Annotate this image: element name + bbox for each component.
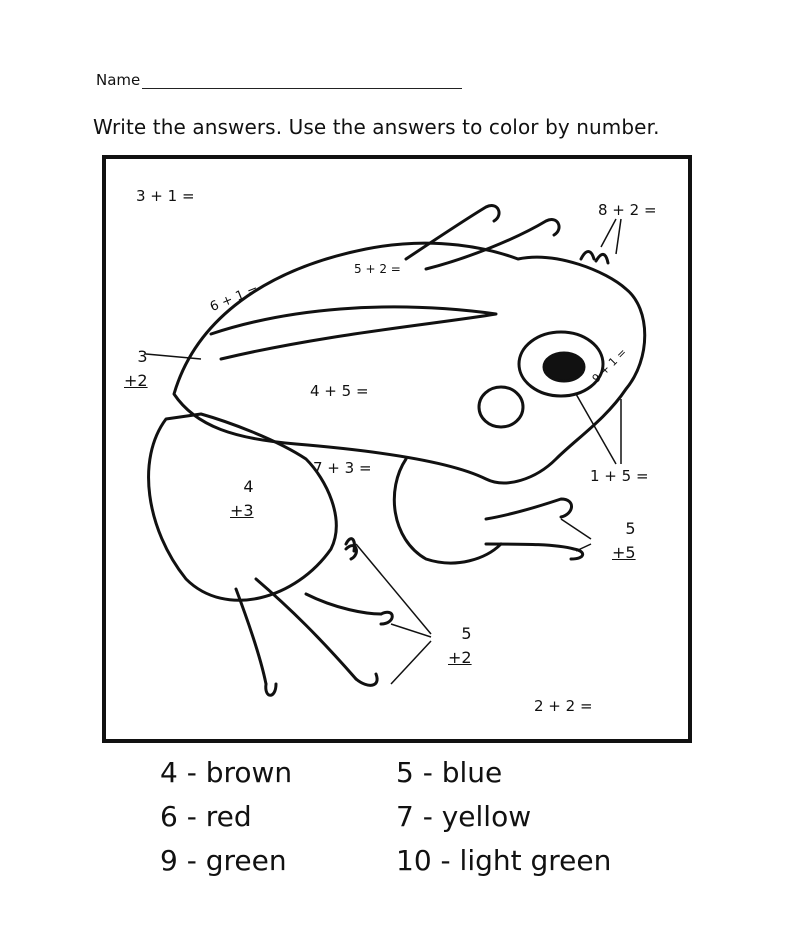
arrow-5-5-b bbox=[576, 544, 591, 551]
problem-3-plus-1: 3 + 1 = bbox=[136, 187, 195, 205]
frog-pupil bbox=[544, 353, 584, 381]
legend-item-10-light-green: 10 - light green bbox=[396, 844, 612, 877]
frog-upper-toes bbox=[581, 252, 608, 264]
arrow-5-5-a bbox=[561, 519, 591, 539]
problem-1-plus-5: 1 + 5 = bbox=[590, 467, 649, 485]
addend-bottom: +2 bbox=[124, 371, 148, 390]
frog-tympanum bbox=[479, 387, 523, 427]
legend-item-5-blue: 5 - blue bbox=[396, 756, 503, 789]
addend-top: 3 bbox=[137, 347, 148, 366]
legend-item-7-yellow: 7 - yellow bbox=[396, 800, 532, 833]
problem-7-plus-3: 7 + 3 = bbox=[313, 459, 372, 477]
addend-top: 5 bbox=[625, 519, 636, 538]
problem-4-plus-5: 4 + 5 = bbox=[310, 382, 369, 400]
frog-front-arm bbox=[394, 459, 501, 563]
legend-item-6-red: 6 - red bbox=[160, 800, 252, 833]
frog-front-fingers1 bbox=[486, 499, 572, 519]
frog-toe1 bbox=[266, 684, 276, 695]
frog-toe2 bbox=[356, 674, 377, 685]
name-label: Name bbox=[96, 71, 141, 89]
problem-9-plus-1: 9 + 1 = bbox=[589, 345, 630, 386]
addend-top: 5 bbox=[461, 624, 472, 643]
legend-item-4-brown: 4 - brown bbox=[160, 756, 293, 789]
coloring-frame bbox=[102, 155, 692, 743]
vertical-problem-5-plus-2 bbox=[448, 622, 472, 670]
addend-bottom: +5 bbox=[612, 543, 636, 562]
legend-item-9-green: 9 - green bbox=[160, 844, 287, 877]
problem-5-plus-2-small: 5 + 2 = bbox=[354, 262, 401, 276]
vertical-problem-5-plus-5 bbox=[612, 517, 636, 565]
frog-shin bbox=[236, 589, 266, 684]
frog-back-stripe bbox=[211, 307, 496, 359]
name-row bbox=[96, 70, 462, 89]
arrow-5-2-c bbox=[391, 641, 431, 684]
frog-foot bbox=[306, 594, 381, 614]
addend-top: 4 bbox=[243, 477, 254, 496]
instructions: Write the answers. Use the answers to color by number. bbox=[93, 115, 660, 139]
problem-8-plus-2: 8 + 2 = bbox=[598, 201, 657, 219]
problem-2-plus-2: 2 + 2 = bbox=[534, 697, 593, 715]
arrow-1-5-a bbox=[576, 394, 616, 464]
addend-bottom: +2 bbox=[448, 648, 472, 667]
vertical-problem-3-plus-2 bbox=[124, 345, 148, 393]
problem-6-plus-1: 6 + 1 = bbox=[208, 282, 261, 315]
frog-foot-toe bbox=[381, 612, 392, 624]
arrow-8-2-a bbox=[601, 219, 616, 247]
arrow-8-2-b bbox=[616, 219, 621, 254]
vertical-problem-4-plus-3 bbox=[230, 475, 254, 523]
frog-drawing bbox=[106, 159, 688, 739]
name-field[interactable] bbox=[142, 70, 462, 89]
addend-bottom: +3 bbox=[230, 501, 254, 520]
arrow-5-2-a bbox=[356, 544, 431, 634]
